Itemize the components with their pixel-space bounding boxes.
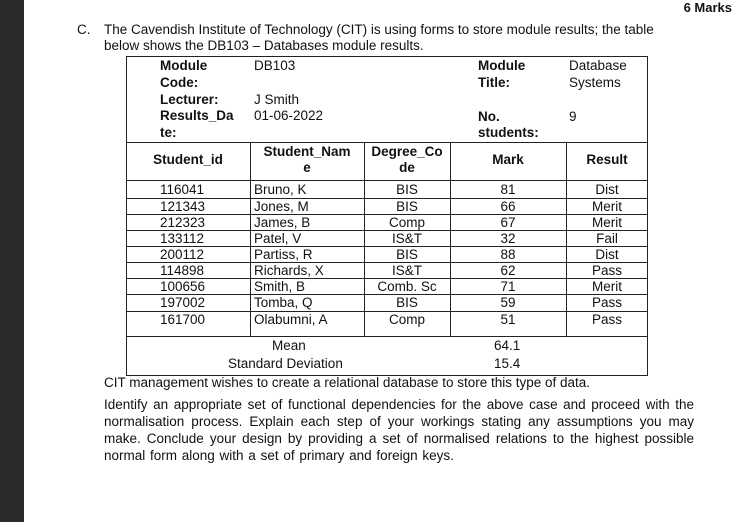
cell-mark: 71 xyxy=(500,279,516,294)
question-letter: C. xyxy=(77,22,91,37)
lecturer-value: J Smith xyxy=(254,92,300,107)
cell-degree: Comp xyxy=(388,312,425,327)
cell-result: Fail xyxy=(596,231,618,246)
cell-mark: 88 xyxy=(500,247,516,262)
module-code-label-2: Code: xyxy=(160,75,199,90)
cell-student-id: 200112 xyxy=(160,247,205,262)
cell-student-id: 114898 xyxy=(160,263,205,278)
cell-student-name: Smith, B xyxy=(254,279,306,294)
cell-result: Merit xyxy=(592,199,622,214)
left-edge-bar xyxy=(0,0,24,522)
header-bottom-rule xyxy=(126,180,648,181)
after-table-text: CIT management wishes to create a relational database to store this type of data. xyxy=(104,375,591,390)
cell-student-name: Richards, X xyxy=(254,263,324,278)
header-student-name-2: e xyxy=(303,160,311,175)
results-form-table xyxy=(126,56,648,376)
cell-student-name: Tomba, Q xyxy=(254,295,313,310)
marks-label: 6 Marks xyxy=(683,0,732,15)
module-title-value-1: Database xyxy=(569,58,627,73)
cell-student-name: Jones, M xyxy=(254,199,309,214)
cell-result: Pass xyxy=(591,263,622,278)
header-degree-code-1: Degree_Co xyxy=(371,144,443,159)
cell-mark: 59 xyxy=(500,295,516,310)
results-date-value: 01-06-2022 xyxy=(254,108,324,123)
cell-degree: IS&T xyxy=(391,231,422,246)
cell-student-name: Partiss, R xyxy=(254,247,313,262)
cell-degree: IS&T xyxy=(391,263,422,278)
cell-mark: 51 xyxy=(500,312,516,327)
cell-degree: Comp xyxy=(388,215,425,230)
cell-student-id: 133112 xyxy=(160,231,205,246)
sd-value: 15.4 xyxy=(494,356,521,371)
cell-degree: BIS xyxy=(396,247,418,262)
mean-value: 64.1 xyxy=(494,338,521,353)
no-students-value: 9 xyxy=(569,109,577,124)
cell-student-id: 212323 xyxy=(160,215,206,230)
cell-student-name: Olabumni, A xyxy=(254,312,328,327)
module-title-value-2: Systems xyxy=(569,75,621,90)
cell-student-id: 116041 xyxy=(160,182,205,197)
cell-mark: 66 xyxy=(500,199,516,214)
cell-student-id: 197002 xyxy=(160,295,206,310)
cell-mark: 67 xyxy=(500,215,516,230)
header-student-name-1: Student_Nam xyxy=(263,144,351,159)
module-code-value: DB103 xyxy=(254,58,296,73)
cell-student-id: 121343 xyxy=(160,199,206,214)
mean-label: Mean xyxy=(272,338,306,353)
task-paragraph xyxy=(104,396,694,464)
cell-student-name: James, B xyxy=(254,215,311,230)
header-mark: Mark xyxy=(492,152,524,167)
cell-degree: BIS xyxy=(396,182,418,197)
module-code-label-1: Module xyxy=(160,58,208,73)
cell-result: Merit xyxy=(592,215,622,230)
cell-mark: 81 xyxy=(500,182,516,197)
cell-mark: 62 xyxy=(500,263,516,278)
header-top-rule xyxy=(126,142,648,143)
no-students-label-1: No. xyxy=(478,109,500,124)
cell-degree: BIS xyxy=(396,295,418,310)
rows-bottom-rule xyxy=(126,336,648,337)
header-degree-code-2: de xyxy=(399,160,415,175)
cell-result: Pass xyxy=(591,295,622,310)
cell-student-name: Bruno, K xyxy=(254,182,307,197)
header-result: Result xyxy=(586,152,628,167)
module-title-label-1: Module xyxy=(478,58,526,73)
task-text: Identify an appropriate set of functional dependencies for the above case and proceed with the normalisation process. Explain each step of your workings stating any assumptions you may make. Conclude your design by providing a set of normalised relations to the highest possible normal form along with a set of primary and foreign keys. xyxy=(104,397,694,463)
cell-result: Pass xyxy=(591,312,622,327)
cell-student-id: 161700 xyxy=(160,312,206,327)
question-intro: The Cavendish Institute of Technology (CIT) is using forms to store module results; the table below shows the DB103 – Databases module results. xyxy=(104,22,654,53)
header-student-id: Student_id xyxy=(153,152,223,167)
cell-degree: Comb. Sc xyxy=(377,279,437,294)
lecturer-label: Lecturer: xyxy=(160,92,219,107)
cell-mark: 32 xyxy=(500,231,516,246)
module-title-label-2: Title: xyxy=(478,75,511,90)
results-date-label-1: Results_Da xyxy=(160,108,234,123)
results-date-label-2: te: xyxy=(160,125,177,140)
cell-result: Merit xyxy=(592,279,622,294)
cell-degree: BIS xyxy=(396,199,418,214)
sd-label: Standard Deviation xyxy=(228,356,343,371)
cell-result: Dist xyxy=(595,247,619,262)
no-students-label-2: students: xyxy=(478,125,539,140)
cell-student-id: 100656 xyxy=(160,279,206,294)
cell-result: Dist xyxy=(595,182,619,197)
cell-student-name: Patel, V xyxy=(254,231,302,246)
